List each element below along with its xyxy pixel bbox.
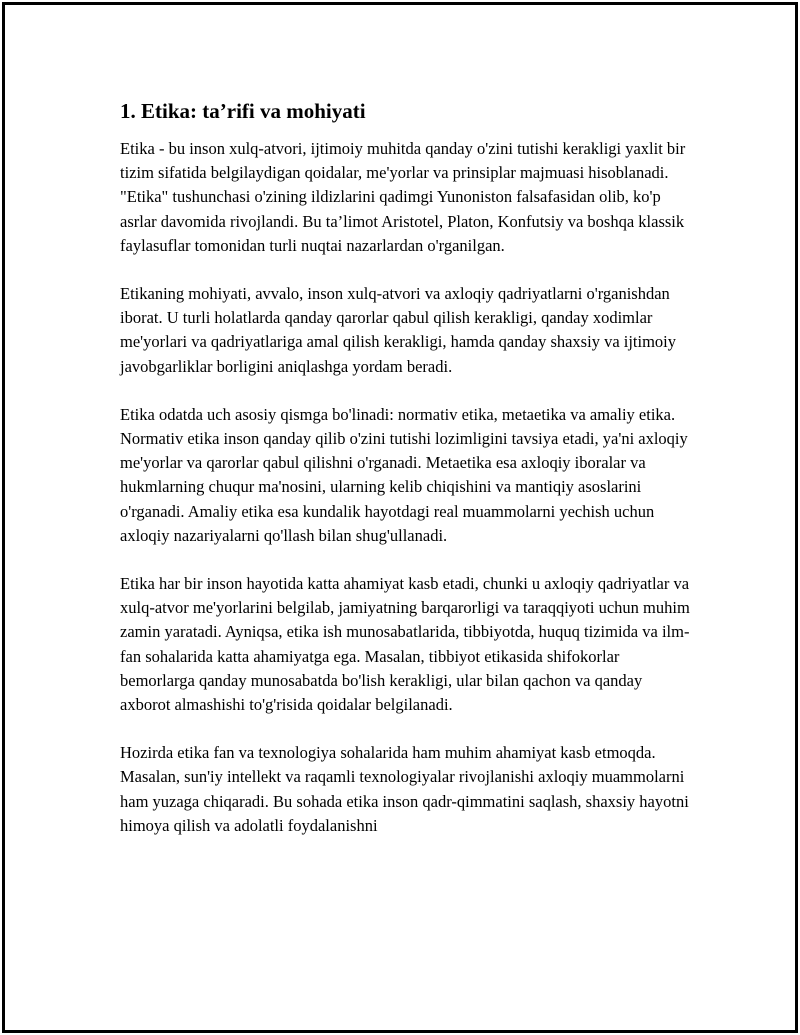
paragraph-importance: Etika har bir inson hayotida katta ahamiyat kasb etadi, chunki u axloqiy qadriyatlar va xulq-atvor me'yorlarini belgilab, jamiyatning barqarorligi va taraqqiyoti uchun muhim zamin yaratadi. Ayniqsa, etika ish munosabatlarida, tibbiyotda, huquq tizimida va ilm-fan sohalarida katta ahamiyatga ega. Masalan, tibbiyot etikasida shifokorlar bemorlarga qanday munosabatda bo'lish kerakligi, ular bilan qachon va qanday axborot almashishi to'g'risida qoidalar belgilanadi.	[120, 574, 690, 715]
document-title: 1. Etika: ta’rifi va mohiyati	[120, 99, 366, 123]
document-body	[120, 97, 695, 862]
paragraph-branches: Etika odatda uch asosiy qismga bo'linadi: normativ etika, metaetika va amaliy etika. Normativ etika inson qanday qilib o'zini tutishi lozimligini tavsiya etadi, ya'ni axloqiy me'yorlar va qarorlar qabul qilishni o'rganadi. Metaetika esa axloqiy iboralar va hukmlarning chuqur ma'nosini, ularning kelib chiqishini va mantiqiy asoslarini o'rganadi. Amaliy etika esa kundalik hayotdagi real muammolarni yechish uchun axloqiy nazariyalarni qo'llash bilan shug'ullanadi.	[120, 404, 688, 545]
page-frame	[2, 2, 798, 1033]
paragraph-technology: Hozirda etika fan va texnologiya sohalarida ham muhim ahamiyat kasb etmoqda. Masalan, sun'iy intellekt va raqamli texnologiyalar rivojlanishi axloqiy muammolarni ham yuzaga chiqaradi. Bu sohada etika inson qadr-qimmatini saqlash, shaxsiy hayotni himoya qilish va adolatli foydalanishni	[120, 743, 689, 835]
paragraph-definition: Etika - bu inson xulq-atvori, ijtimoiy muhitda qanday o'zini tutishi kerakligi yaxlit bir tizim sifatida belgilaydigan qoidalar, me'yorlar va prinsiplar majmuasi hisoblanadi. "Etika" tushunchasi o'zining ildizlarini qadimgi Yunoniston falsafasidan olib, ko'p asrlar davomida rivojlandi. Bu ta’limot Aristotel, Platon, Konfutsiy va boshqa klassik faylasuflar tomonidan turli nuqtai nazarlardan o'rganilgan.	[120, 139, 686, 255]
paragraph-essence: Etikaning mohiyati, avvalo, inson xulq-atvori va axloqiy qadriyatlarni o'rganishdan iborat. U turli holatlarda qanday qarorlar qabul qilish kerakligi, qanday xodimlar me'yorlari va qadriyatlariga amal qilish kerakligi, hamda qanday shaxsiy va ijtimoiy javobgarliklar borligini aniqlashga yordam beradi.	[120, 284, 677, 376]
